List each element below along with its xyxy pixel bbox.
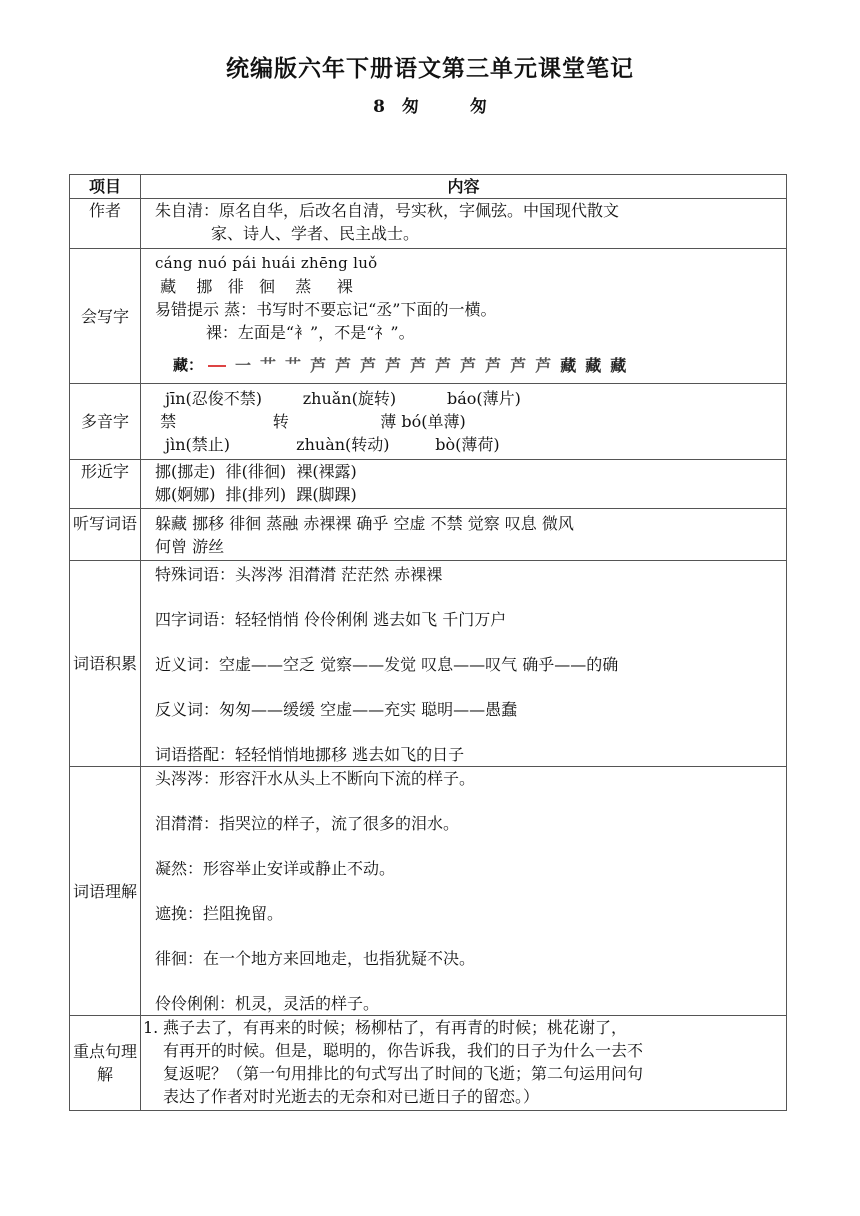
row-write-chars — [70, 249, 787, 384]
stroke-step: 芦 — [360, 356, 377, 375]
label-key-sentence: 重点句理解 — [70, 1016, 141, 1111]
key-sentence-number: 1. — [143, 1018, 159, 1037]
meaning-item: 伶伶俐俐：机灵，灵活的样子。 — [155, 994, 380, 1013]
similar-row-1: 挪(挪走) 徘(徘徊) 裸(裸露) — [155, 462, 357, 481]
write-chars-chars: 藏 挪 徘 徊 蒸 裸 — [155, 277, 353, 296]
key-sentence-line: 有再开的时候。但是，聪明的，你告诉我，我们的日子为什么一去不 — [163, 1041, 644, 1060]
vocab-item: 词语搭配：轻轻悄悄地挪移 逃去如飞的日子 — [155, 745, 465, 764]
cell-similar — [141, 460, 787, 509]
meaning-item: 头涔涔：形容汗水从头上不断向下流的样子。 — [155, 769, 476, 788]
row-similar — [70, 460, 787, 509]
stroke-step: 芦 — [460, 356, 477, 375]
stroke-step: 艹 — [260, 356, 277, 375]
stroke-step: 芦 — [485, 356, 502, 375]
meaning-item: 凝然：形容举止安详或静止不动。 — [155, 859, 396, 878]
stroke-step: 藏 — [610, 356, 627, 375]
write-chars-pinyin: cáng nuó pái huái zhēng luǒ — [155, 254, 378, 272]
dictation-line-1: 躲藏 挪移 徘徊 蒸融 赤裸裸 确乎 空虚 不禁 觉察 叹息 微风 — [155, 514, 574, 533]
stroke-step: 芦 — [435, 356, 452, 375]
header-row — [70, 175, 787, 199]
meaning-item: 泪潸潸：指哭泣的样子，流了很多的泪水。 — [155, 814, 460, 833]
key-sentence-line: 燕子去了，有再来的时候；杨柳枯了，有再青的时候；桃花谢了， — [163, 1018, 628, 1037]
stroke-step: 芦 — [535, 356, 552, 375]
author-line-2: 家、诗人、学者、民主战士。 — [211, 224, 420, 243]
row-vocab — [70, 561, 787, 767]
label-write-chars: 会写字 — [70, 249, 141, 384]
vocab-item: 特殊词语：头涔涔 泪潸潸 茫茫然 赤裸裸 — [155, 565, 443, 584]
write-chars-tip-2: 裸：左面是“衤”，不是“礻”。 — [155, 323, 415, 342]
vocab-item: 反义词：匆匆——缓缓 空虚——充实 聪明——愚蠢 — [155, 700, 518, 719]
page-title: 统编版六年下册语文第三单元课堂笔记 — [226, 56, 634, 82]
cell-polyphones — [141, 384, 787, 460]
label-meaning: 词语理解 — [70, 767, 141, 1016]
label-polyphones: 多音字 — [70, 384, 141, 460]
stroke-step: 藏 — [585, 356, 602, 375]
row-polyphones — [70, 384, 787, 460]
stroke-step: 芦 — [335, 356, 352, 375]
cell-author — [141, 199, 787, 249]
stroke-step: 一 — [235, 356, 252, 375]
cell-key-sentence — [141, 1016, 787, 1111]
stroke-step: 芦 — [385, 356, 402, 375]
vocab-item: 近义词：空虚——空乏 觉察——发觉 叹息——叹气 确乎——的确 — [155, 655, 619, 674]
lesson-subtitle: 8 匆 匆 — [373, 97, 487, 117]
header-item: 项目 — [70, 175, 141, 199]
similar-row-2: 娜(婀娜) 排(排列) 踝(脚踝) — [155, 485, 357, 504]
write-chars-tip-1: 易错提示 蒸：书写时不要忘记“丞”下面的一横。 — [155, 300, 497, 319]
cell-vocab — [141, 561, 787, 767]
row-dictation — [70, 509, 787, 561]
row-key-sentence — [70, 1016, 787, 1111]
stroke-step: 藏 — [560, 356, 577, 375]
row-author — [70, 199, 787, 249]
notes-table — [69, 174, 787, 1111]
key-sentence-1 — [143, 1016, 784, 1108]
cell-meaning — [141, 767, 787, 1016]
polyphones-row-2: 禁 转 薄 bó(单薄) — [155, 412, 466, 431]
cell-dictation — [141, 509, 787, 561]
row-meaning — [70, 767, 787, 1016]
header-content: 内容 — [141, 175, 787, 199]
dictation-line-2: 何曾 游丝 — [155, 537, 225, 556]
cell-write-chars — [141, 249, 787, 384]
polyphones-row-1: jīn(忍俊不禁) zhuǎn(旋转) báo(薄片) — [155, 389, 521, 408]
author-line-1: 朱自清：原名自华，后改名自清，号实秋，字佩弦。中国现代散文 — [155, 201, 620, 220]
key-sentence-line: 表达了作者对时光逝去的无奈和对已逝日子的留恋。） — [163, 1087, 540, 1106]
vocab-item: 四字词语：轻轻悄悄 伶伶俐俐 逃去如飞 千门万户 — [155, 610, 507, 629]
stroke-step: 芦 — [510, 356, 527, 375]
label-author: 作者 — [70, 199, 141, 249]
stroke-order — [155, 344, 784, 383]
stroke-step: 芦 — [310, 356, 327, 375]
stroke-step: 芦 — [410, 356, 427, 375]
key-sentence-line: 复返呢？（第一句用排比的句式写出了时间的飞逝；第二句运用问句 — [163, 1064, 644, 1083]
meaning-item: 遮挽：拦阻挽留。 — [155, 904, 284, 923]
polyphones-row-3: jìn(禁止) zhuàn(转动) bò(薄荷) — [155, 435, 500, 454]
red-stroke-mark — [208, 365, 226, 367]
stroke-order-lead: 藏： — [173, 356, 204, 374]
label-dictation: 听写词语 — [70, 509, 141, 561]
label-vocab: 词语积累 — [70, 561, 141, 767]
label-similar: 形近字 — [70, 460, 141, 509]
meaning-item: 徘徊：在一个地方来回地走，也指犹疑不决。 — [155, 949, 476, 968]
stroke-step: 艹 — [285, 356, 302, 375]
